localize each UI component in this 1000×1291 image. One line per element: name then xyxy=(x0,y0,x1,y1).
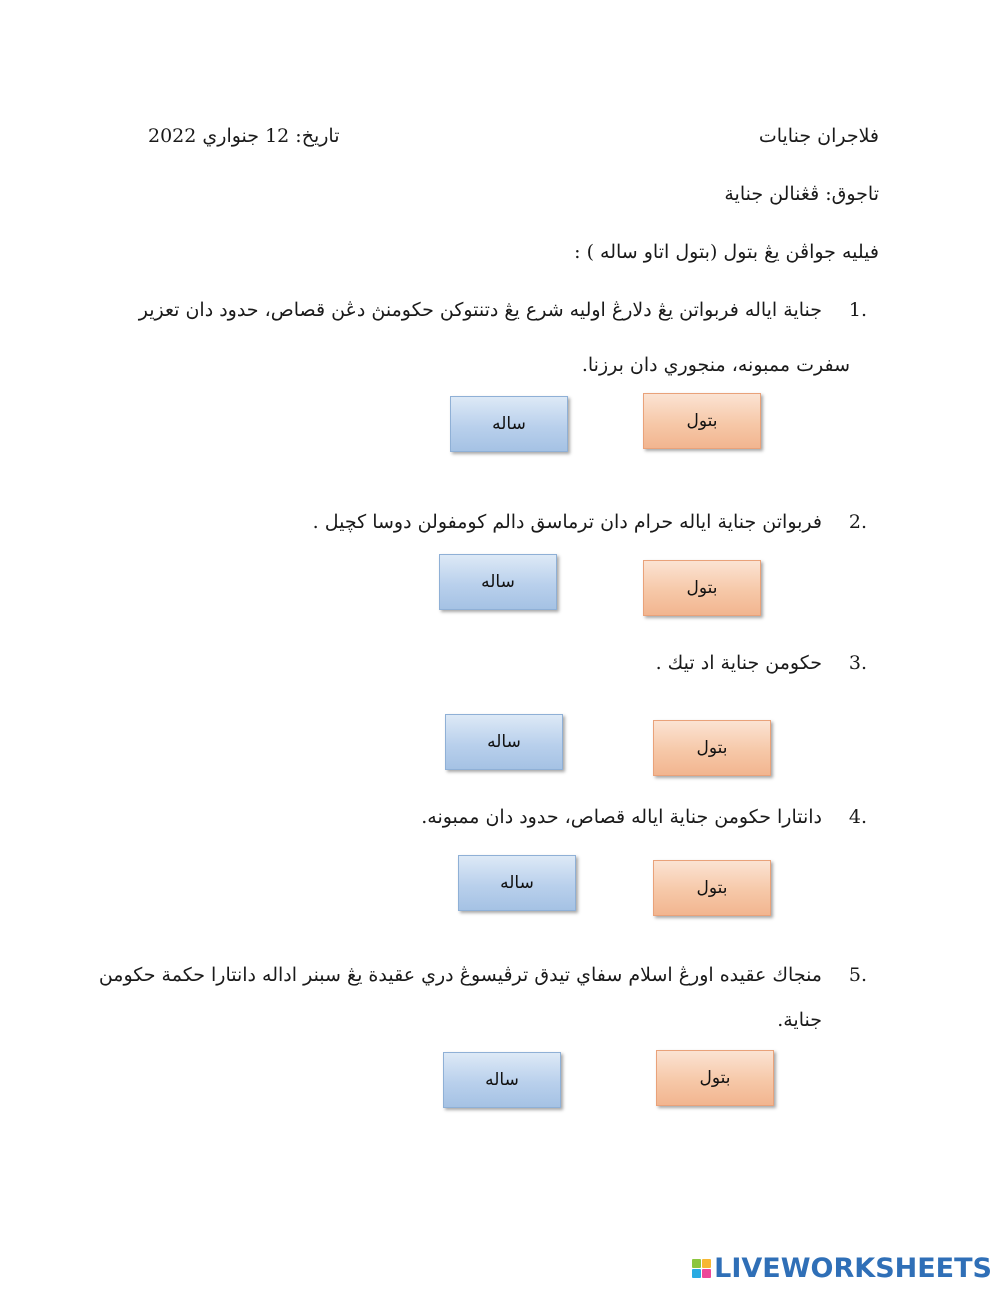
question-text: فربواتن جناية اياله حرام دان ترماسق دالم کومفولن دوسا کچيل . xyxy=(312,511,822,533)
question-text: منجاك عقيده اورڠ اسلام سفاي تيدق ترڤيسوڠ دري عقيدة يڠ سبنر اداله دانتارا حکمة حکومن xyxy=(98,964,822,986)
question-text: جناية اياله فربواتن يڠ دلارڠ اوليه شرع يڠ دتنتوکن حکومنڽ دڠن قصاص، حدود دان تعزير xyxy=(138,299,822,321)
true-button[interactable]: بتول xyxy=(656,1050,774,1106)
liveworksheets-wordmark: LIVEWORKSHEETS xyxy=(714,1253,992,1284)
liveworksheets-logo-icon xyxy=(692,1259,711,1278)
false-button[interactable]: ساله xyxy=(439,554,557,610)
true-button[interactable]: بتول xyxy=(653,720,771,776)
question-text-continued: سفرت ممبونه، منجوري دان برزنا. xyxy=(581,354,850,376)
false-button[interactable]: ساله xyxy=(445,714,563,770)
question-text-continued: جناية. xyxy=(777,1009,822,1031)
liveworksheets-logo[interactable] xyxy=(692,1253,992,1284)
true-button[interactable]: بتول xyxy=(643,560,761,616)
true-button[interactable]: بتول xyxy=(653,860,771,916)
question-number: 1. xyxy=(848,299,867,321)
question-text: دانتارا حکومن جناية اياله قصاص، حدود دان ممبونه. xyxy=(421,806,822,828)
question-number: 5. xyxy=(848,964,867,986)
false-button[interactable]: ساله xyxy=(458,855,576,911)
false-button[interactable]: ساله xyxy=(443,1052,561,1108)
worksheet-date: تاريخ: 12 جنواري 2022 xyxy=(148,125,340,147)
question-number: 3. xyxy=(848,652,867,674)
question-number: 4. xyxy=(848,806,867,828)
question-text: حکومن جناية اد تيك . xyxy=(655,652,822,674)
true-button[interactable]: بتول xyxy=(643,393,761,449)
question-number: 2. xyxy=(848,511,867,533)
subject-title: فلاجران جنايات xyxy=(758,125,879,147)
instructions: فيليه جواڤن يڠ بتول (بتول اتاو ساله ) : xyxy=(574,241,879,263)
topic-title: تاجوق: ڤڠنالن جناية xyxy=(724,183,879,205)
false-button[interactable]: ساله xyxy=(450,396,568,452)
